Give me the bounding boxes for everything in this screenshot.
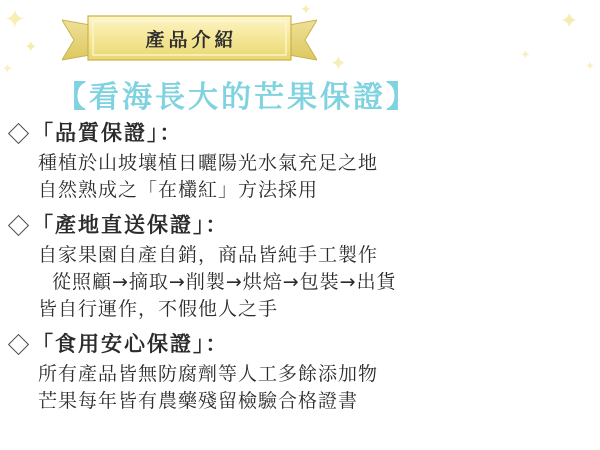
sparkle-icon: ✦: [24, 39, 38, 56]
sparkle-icon: ✦: [4, 4, 26, 34]
diamond-icon: [8, 334, 28, 354]
sparkle-icon: ✦: [330, 53, 347, 75]
page-title: 【看海長大的芒果保證】: [56, 80, 419, 115]
diamond-icon: [8, 123, 28, 143]
section-line: 自家果園自產自銷，商品皆純手工製作: [38, 244, 379, 266]
sparkle-icon: ✦: [585, 59, 596, 73]
section-line: 從照顧→摘取→削製→烘焙→包裝→出貨: [52, 271, 397, 293]
section-food-safety: [8, 329, 592, 415]
section-direct-delivery: [8, 210, 592, 323]
content-body: [8, 118, 592, 421]
sparkle-icon: ✦: [2, 61, 13, 76]
section-heading: [8, 118, 592, 148]
section-line: 種植於山坡壤植日曬陽光水氣充足之地: [38, 152, 379, 174]
diamond-icon: [8, 215, 28, 235]
section-line: 皆自行運作，不假他人之手: [38, 298, 279, 320]
section-title: 「產地直送保證」：: [32, 213, 229, 237]
sparkle-icon: ✦: [520, 47, 531, 62]
section-lines: [38, 150, 592, 204]
section-heading: [8, 210, 592, 240]
section-quality: [8, 118, 592, 204]
section-line: 自然熟成之「在欉紅」方法採用: [38, 179, 319, 201]
section-lines: [38, 242, 592, 323]
section-title: 「品質保證」：: [32, 121, 183, 145]
section-title: 「食用安心保證」：: [32, 332, 229, 356]
sparkle-icon: ✦: [560, 8, 579, 33]
ribbon-banner: [62, 14, 317, 62]
section-line: 所有產品皆無防腐劑等人工多餘添加物: [38, 363, 379, 385]
section-line: 芒果每年皆有農藥殘留檢驗合格證書: [38, 390, 359, 412]
banner-title: 產品介紹: [145, 28, 238, 51]
section-heading: [8, 329, 592, 359]
section-lines: [38, 361, 592, 415]
sparkle-icon: ✦: [300, 1, 312, 17]
